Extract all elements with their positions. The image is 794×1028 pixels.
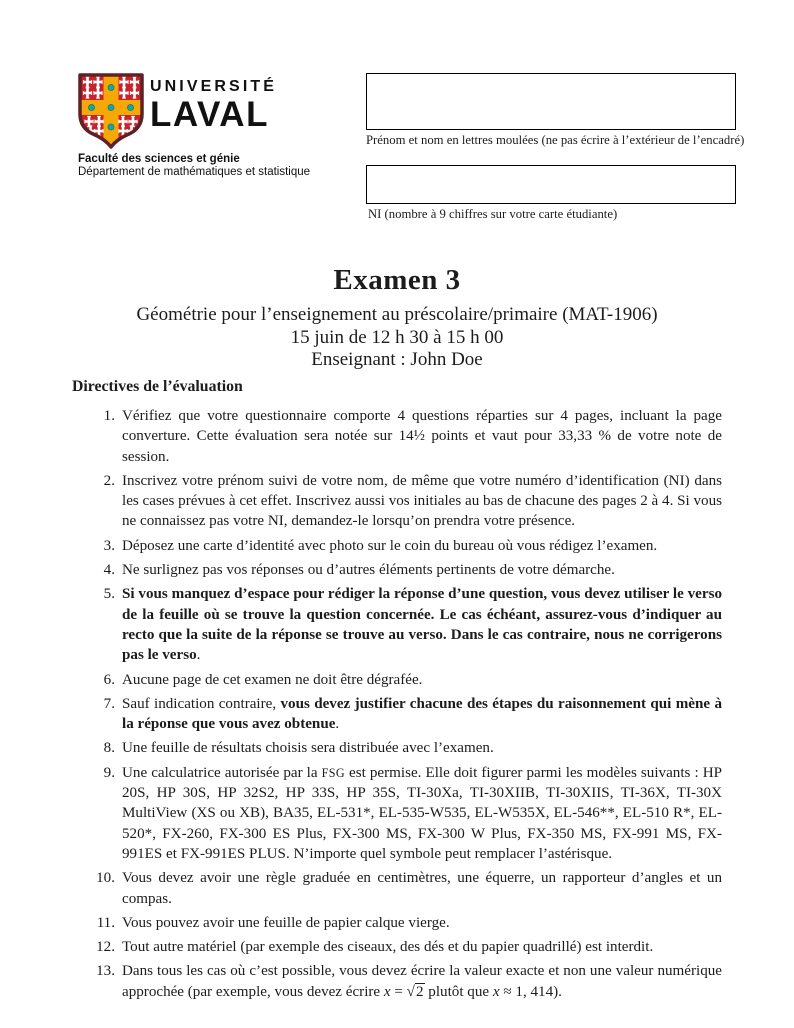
teacher-line: Enseignant : John Doe: [311, 349, 483, 370]
directive-item: [72, 670, 722, 690]
directive-item-text: Vérifiez que votre questionnaire comporte 4 questions réparties sur 4 pages, incluant la page converture. Cette évaluation sera notée sur 14½ points et vaut pour 33,33 % de votre note de session.: [122, 408, 722, 465]
directive-item: [72, 937, 722, 957]
exam-title: Examen 3: [333, 264, 461, 296]
directive-item-text: Dans tous les cas où c’est possible, vous devez écrire la valeur exacte et non une valeur numérique approchée (par exemple, vous devez écrire x = √2 plutôt que x ≈ 1, 414).: [122, 963, 722, 1000]
directives-section: [72, 378, 722, 1006]
directive-item-text: Une calculatrice autorisée par la FSG est permise. Elle doit figurer parmi les modèles suivants : HP 20S, HP 30S, HP 32S2, HP 33S, HP 35S, TI-30Xa, TI-30XIIB, TI-30XIIS, TI-36X, TI-30X MultiView (XS ou XB), BA35, EL-531*, EL-535-W535, EL-W535X, EL-546**, EL-510 R*, EL-520*, FX-260, FX-300 ES Plus, FX-300 MS, FX-300 W Plus, FX-350 MS, FX-991 MS, FX-991ES et FX-991ES PLUS. N’importe quel symbole peut remplacer l’astérisque.: [122, 764, 723, 862]
directive-item: [72, 471, 722, 532]
directive-item: [72, 913, 722, 933]
directive-item: [72, 868, 722, 909]
directive-item-number: 4.: [103, 562, 115, 579]
directive-item-text: Déposez une carte d’identité avec photo sur le coin du bureau où vous rédigez l’examen.: [122, 537, 658, 554]
directive-item-number: 7.: [103, 695, 115, 712]
directives-heading: Directives de l’évaluation: [72, 378, 243, 395]
directive-item-text: Une feuille de résultats choisis sera distribuée avec l’examen.: [122, 740, 494, 757]
wordmark-universite: UNIVERSITÉ: [150, 78, 278, 95]
directive-item: [72, 560, 722, 580]
directive-item-number: 5.: [103, 586, 115, 603]
directive-item-number: 12.: [96, 939, 115, 956]
directive-item-number: 8.: [103, 740, 115, 757]
directive-item: [72, 584, 722, 665]
directive-item-number: 10.: [96, 870, 115, 887]
directive-item-number: 13.: [96, 963, 115, 980]
directive-item-number: 2.: [103, 472, 115, 489]
course-line: Géométrie pour l’enseignement au préscolaire/primaire (MAT-1906): [136, 304, 658, 325]
directive-item: [72, 406, 722, 467]
name-input-box: [366, 73, 736, 130]
name-box-caption: Prénom et nom en lettres moulées (ne pas écrire à l’extérieur de l’encadré): [366, 133, 745, 147]
ni-input-box: [366, 165, 736, 204]
directive-item-text: Ne surlignez pas vos réponses ou d’autres éléments pertinents de votre démarche.: [122, 562, 615, 579]
directive-item-number: 6.: [103, 671, 115, 688]
directive-item: [72, 738, 722, 758]
directive-item: [72, 694, 722, 735]
universite-laval-crest-icon: [76, 72, 146, 150]
ni-box-caption: NI (nombre à 9 chiffres sur votre carte étudiante): [368, 207, 618, 221]
directive-item: [72, 961, 722, 1002]
faculty-name: Faculté des sciences et génie: [78, 153, 240, 165]
directive-item-text: Inscrivez votre prénom suivi de votre nom, de même que votre numéro d’identification (NI) dans les cases prévues à cet effet. Inscrivez aussi vos initiales au bas de chacune des pages 2 à 4. Si vous ne connaissez pas votre NI, demandez-le lorsqu’on prendra votre présence.: [122, 472, 722, 530]
directive-item-text: Aucune page de cet examen ne doit être dégrafée.: [122, 671, 423, 688]
directive-item-text: Si vous manquez d’espace pour rédiger la réponse d’une question, vous devez utiliser le verso de la feuille où se trouve la question concernée. Le cas échéant, assurez-vous d’indiquer au recto que la suite de la réponse se trouve au verso. Dans le cas contraire, nous ne corrigerons pas le verso.: [122, 586, 722, 664]
directive-item-text: Vous pouvez avoir une feuille de papier calque vierge.: [122, 914, 450, 931]
directives-list: [72, 406, 722, 1002]
datetime-line: 15 juin de 12 h 30 à 15 h 00: [290, 326, 504, 348]
directive-item: [72, 536, 722, 556]
directive-item: [72, 763, 722, 864]
directive-item-text: Tout autre matériel (par exemple des ciseaux, des dés et du papier quadrillé) est interdit.: [122, 939, 654, 956]
directive-item-text: Vous devez avoir une règle graduée en centimètres, une équerre, un rapporteur d’angles et un compas.: [122, 870, 722, 907]
department-name: Département de mathématiques et statistique: [78, 166, 311, 178]
directive-item-text: Sauf indication contraire, vous devez justifier chacune des étapes du raisonnement qui mène à la réponse que vous avez obtenue.: [122, 695, 722, 733]
university-wordmark: [150, 78, 277, 132]
title-block: [0, 264, 794, 372]
directive-item-number: 1.: [103, 408, 115, 424]
directive-item-number: 3.: [103, 537, 115, 554]
directive-item-number: 11.: [96, 914, 115, 931]
directive-item-number: 9.: [103, 764, 115, 781]
wordmark-laval: LAVAL: [150, 95, 269, 134]
